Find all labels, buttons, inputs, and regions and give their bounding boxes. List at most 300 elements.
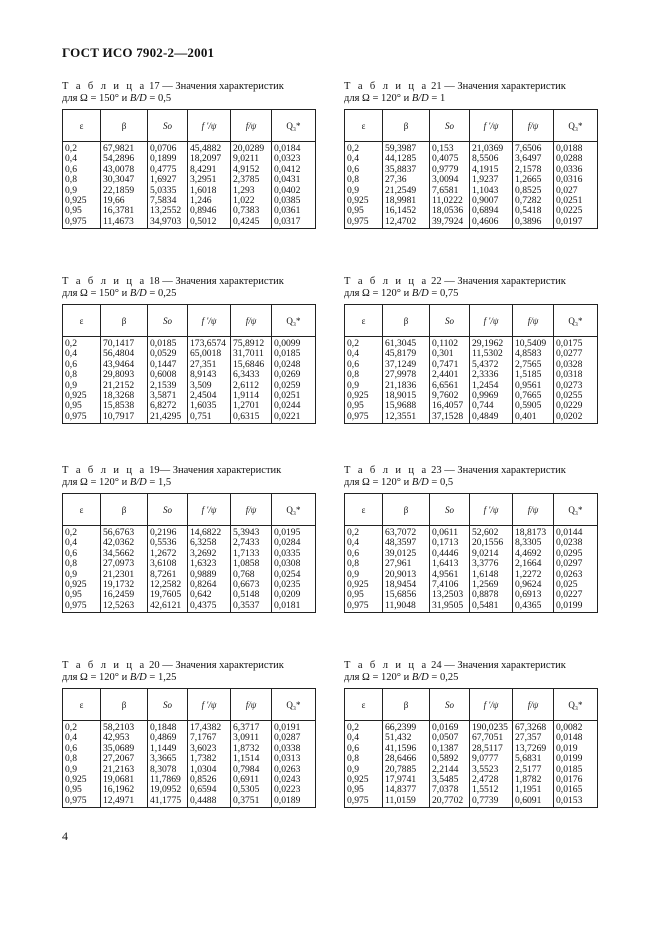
- table-row: [345, 175, 598, 185]
- omega-value: 120°: [381, 93, 401, 104]
- table-cell: 7,6506: [513, 142, 554, 155]
- column-header: f ′/ψ: [470, 689, 513, 721]
- table-cell: 0,5305: [231, 785, 272, 795]
- table-number: 21: [431, 81, 442, 92]
- table-body: [345, 142, 598, 229]
- table-cell: 0,3751: [231, 796, 272, 808]
- caption-line-condition: [344, 288, 597, 300]
- table-cell: 21,2549: [383, 186, 430, 196]
- table-cell: 0,0338: [272, 744, 316, 754]
- table-cell: 0,3537: [231, 601, 272, 613]
- table-cell: 18,9981: [383, 196, 430, 206]
- table-cell: 0,975: [345, 412, 383, 424]
- table-cell: 20,7885: [383, 765, 430, 775]
- table-number: 23: [431, 465, 442, 476]
- table-cell: 41,1775: [148, 796, 188, 808]
- caption-line-title: [344, 276, 597, 288]
- column-header: f/ψ: [513, 689, 554, 721]
- table-cell: 6,8272: [148, 401, 188, 411]
- table-cell: 0,4446: [430, 549, 470, 559]
- caption-dash: —: [159, 276, 176, 287]
- table-cell: 27,2067: [101, 754, 148, 764]
- table-cell: 0,0244: [272, 401, 316, 411]
- table-block: [62, 276, 315, 424]
- omega-value: 120°: [381, 477, 401, 488]
- table-cell: 1,9237: [470, 175, 513, 185]
- table-cell: 1,6323: [188, 559, 231, 569]
- table-cell: 8,7261: [148, 570, 188, 580]
- table-cell: 13,7269: [513, 744, 554, 754]
- column-header: ε: [345, 689, 383, 721]
- table-row: [63, 559, 316, 569]
- table-cell: 17,4382: [188, 721, 231, 734]
- table-cell: 0,0263: [554, 570, 598, 580]
- table-cell: 4,9561: [430, 570, 470, 580]
- table-cell: 18,0536: [430, 206, 470, 216]
- table-row: [63, 401, 316, 411]
- table-cell: 1,5512: [470, 785, 513, 795]
- table-cell: 0,8: [63, 370, 101, 380]
- data-table: [62, 688, 316, 808]
- bd-symbol: B/D: [411, 288, 429, 299]
- column-header: So: [430, 494, 470, 526]
- table-head: [63, 305, 316, 337]
- table-row: [63, 526, 316, 539]
- table-cell: 19,0681: [101, 775, 148, 785]
- table-cell: 0,0175: [554, 337, 598, 350]
- table-row: [345, 217, 598, 229]
- table-cell: 1,8732: [231, 744, 272, 754]
- table-cell: 0,2: [345, 526, 383, 539]
- table-cell: 0,975: [63, 601, 101, 613]
- bd-symbol: B/D: [129, 477, 147, 488]
- table-row: [345, 360, 598, 370]
- table-number: 20: [149, 660, 160, 671]
- table-cell: 20,0289: [231, 142, 272, 155]
- table-cell: 0,8946: [188, 206, 231, 216]
- table-cell: 21,2152: [101, 381, 148, 391]
- column-header: f/ψ: [513, 110, 554, 142]
- table-cell: 0,975: [345, 601, 383, 613]
- table-cell: 4,4692: [513, 549, 554, 559]
- table-cell: 0,6315: [231, 412, 272, 424]
- table-cell: 0,5418: [513, 206, 554, 216]
- table-head: [345, 494, 598, 526]
- table-cell: 0,0277: [554, 349, 598, 359]
- table-cell: 2,4728: [470, 775, 513, 785]
- table-cell: 18,2097: [188, 154, 231, 164]
- table-cell: 0,0259: [272, 381, 316, 391]
- table-cell: 2,1539: [148, 381, 188, 391]
- table-cell: 67,7051: [470, 733, 513, 743]
- table-cell: 28,6466: [383, 754, 430, 764]
- table-cell: 1,7382: [188, 754, 231, 764]
- table-cell: 2,3785: [231, 175, 272, 185]
- table-row: [345, 549, 598, 559]
- table-cell: 3,0094: [430, 175, 470, 185]
- column-header: β: [383, 689, 430, 721]
- table-cell: 0,4: [345, 154, 383, 164]
- header-row: [345, 494, 598, 526]
- table-label: Т а б л и ц а: [344, 660, 429, 671]
- table-cell: 42,0362: [101, 538, 148, 548]
- table-caption: [62, 465, 315, 489]
- table-cell: 0,4: [63, 154, 101, 164]
- table-cell: 41,1596: [383, 744, 430, 754]
- table-cell: 0,9889: [188, 570, 231, 580]
- table-cell: 0,975: [345, 217, 383, 229]
- table-head: [345, 689, 598, 721]
- table-cell: 27,36: [383, 175, 430, 185]
- header-row: [63, 110, 316, 142]
- condition-and: и: [400, 288, 412, 299]
- table-cell: 17,9741: [383, 775, 430, 785]
- condition-and: и: [400, 93, 412, 104]
- table-cell: 0,8: [63, 175, 101, 185]
- caption-line-condition: [344, 672, 597, 684]
- table-cell: 6,3433: [231, 370, 272, 380]
- column-header: β: [101, 689, 148, 721]
- table-cell: 15,9688: [383, 401, 430, 411]
- table-cell: 0,4: [345, 733, 383, 743]
- column-header: β: [101, 305, 148, 337]
- table-cell: 0,0153: [554, 796, 598, 808]
- table-cell: 3,509: [188, 381, 231, 391]
- table-cell: 0,0099: [272, 337, 316, 350]
- table-cell: 0,744: [470, 401, 513, 411]
- table-cell: 70,1417: [101, 337, 148, 350]
- column-header: β: [383, 305, 430, 337]
- table-head: [63, 110, 316, 142]
- table-cell: 13,2552: [148, 206, 188, 216]
- table-cell: 27,9978: [383, 370, 430, 380]
- table-cell: 3,5871: [148, 391, 188, 401]
- table-row: [63, 337, 316, 350]
- table-cell: 34,9703: [148, 217, 188, 229]
- table-cell: 22,1859: [101, 186, 148, 196]
- table-cell: 0,2: [63, 721, 101, 734]
- table-cell: 0,0385: [272, 196, 316, 206]
- table-cell: 21,4295: [148, 412, 188, 424]
- table-cell: 0,8526: [188, 775, 231, 785]
- table-cell: 0,642: [188, 590, 231, 600]
- table-cell: 67,9821: [101, 142, 148, 155]
- table-title: Значения характеристик: [172, 465, 282, 476]
- table-cell: 4,9152: [231, 165, 272, 175]
- table-cell: 0,0431: [272, 175, 316, 185]
- table-row: [345, 142, 598, 155]
- header-row: [345, 689, 598, 721]
- column-header: Q₃*: [554, 689, 598, 721]
- column-header: f/ψ: [231, 305, 272, 337]
- table-cell: 0,0323: [272, 154, 316, 164]
- bd-value: 0,25: [157, 288, 177, 299]
- table-number: 24: [431, 660, 442, 671]
- column-header: So: [430, 110, 470, 142]
- table-head: [345, 305, 598, 337]
- table-cell: 44,1285: [383, 154, 430, 164]
- table-cell: 0,9: [345, 765, 383, 775]
- table-cell: 1,6035: [188, 401, 231, 411]
- table-cell: 0,9969: [470, 391, 513, 401]
- table-cell: 42,953: [101, 733, 148, 743]
- table-cell: 52,602: [470, 526, 513, 539]
- table-cell: 0,0328: [554, 360, 598, 370]
- table-cell: 0,975: [63, 217, 101, 229]
- column-header: ε: [63, 494, 101, 526]
- table-cell: 0,8: [345, 559, 383, 569]
- table-block: [344, 660, 597, 808]
- table-cell: 11,0222: [430, 196, 470, 206]
- table-cell: 0,8: [345, 370, 383, 380]
- table-cell: 0,8264: [188, 580, 231, 590]
- table-row: [63, 196, 316, 206]
- table-row: [63, 370, 316, 380]
- table-cell: 0,6008: [148, 370, 188, 380]
- table-head: [63, 494, 316, 526]
- caption-line-title: [62, 276, 315, 288]
- table-row: [345, 559, 598, 569]
- table-cell: 0,925: [345, 775, 383, 785]
- table-caption: [344, 276, 597, 300]
- column-header: f/ψ: [231, 110, 272, 142]
- table-cell: 20,7702: [430, 796, 470, 808]
- table-row: [63, 754, 316, 764]
- bd-value: 1,25: [157, 672, 177, 683]
- table-cell: 11,4673: [101, 217, 148, 229]
- table-cell: 0,4: [63, 538, 101, 548]
- table-row: [63, 785, 316, 795]
- table-cell: 0,5148: [231, 590, 272, 600]
- table-block: [62, 81, 315, 229]
- table-cell: 0,019: [554, 744, 598, 754]
- table-cell: 0,401: [513, 412, 554, 424]
- table-title: Значения характеристик: [457, 465, 566, 476]
- table-cell: 0,5892: [430, 754, 470, 764]
- condition-and: и: [400, 477, 412, 488]
- table-cell: 8,3305: [513, 538, 554, 548]
- table-cell: 8,4291: [188, 165, 231, 175]
- table-row: [345, 538, 598, 548]
- table-cell: 0,0248: [272, 360, 316, 370]
- column-header: So: [148, 110, 188, 142]
- table-cell: 10,7917: [101, 412, 148, 424]
- table-cell: 19,0952: [148, 785, 188, 795]
- table-cell: 0,0189: [272, 796, 316, 808]
- omega-value: 120°: [99, 672, 119, 683]
- table-cell: 3,5523: [470, 765, 513, 775]
- table-cell: 0,975: [63, 412, 101, 424]
- condition-equals: =: [146, 93, 158, 104]
- table-cell: 1,8782: [513, 775, 554, 785]
- omega-value: 120°: [99, 477, 119, 488]
- table-caption: [62, 81, 315, 105]
- table-cell: 0,0317: [272, 217, 316, 229]
- table-row: [63, 601, 316, 613]
- table-cell: 0,0144: [554, 526, 598, 539]
- table-cell: 0,7739: [470, 796, 513, 808]
- table-cell: 6,6561: [430, 381, 470, 391]
- table-cell: 0,925: [63, 391, 101, 401]
- table-cell: 30,3047: [101, 175, 148, 185]
- table-cell: 2,5177: [513, 765, 554, 775]
- column-header: ε: [345, 110, 383, 142]
- table-cell: 0,9: [63, 186, 101, 196]
- table-cell: 4,1915: [470, 165, 513, 175]
- table-cell: 1,2569: [470, 580, 513, 590]
- table-row: [345, 570, 598, 580]
- table-cell: 0,8: [63, 754, 101, 764]
- table-cell: 0,5905: [513, 401, 554, 411]
- column-header: β: [101, 110, 148, 142]
- table-cell: 1,7133: [231, 549, 272, 559]
- table-cell: 11,0159: [383, 796, 430, 808]
- table-row: [345, 391, 598, 401]
- table-row: [63, 721, 316, 734]
- table-cell: 0,6: [345, 165, 383, 175]
- caption-line-title: [344, 660, 597, 672]
- table-row: [345, 721, 598, 734]
- table-cell: 0,925: [63, 775, 101, 785]
- table-cell: 0,4245: [231, 217, 272, 229]
- table-cell: 0,027: [554, 186, 598, 196]
- column-header: So: [148, 689, 188, 721]
- bd-symbol: B/D: [411, 93, 429, 104]
- table-cell: 0,0195: [272, 526, 316, 539]
- table-row: [63, 175, 316, 185]
- table-cell: 0,0202: [554, 412, 598, 424]
- condition-prefix: для Ω =: [62, 93, 100, 104]
- table-label: Т а б л и ц а: [344, 465, 429, 476]
- omega-value: 120°: [381, 288, 401, 299]
- table-cell: 21,1836: [383, 381, 430, 391]
- table-cell: 27,0973: [101, 559, 148, 569]
- table-cell: 0,2: [345, 142, 383, 155]
- column-header: ε: [63, 689, 101, 721]
- condition-equals: =: [428, 288, 440, 299]
- table-row: [345, 370, 598, 380]
- table-cell: 0,0295: [554, 549, 598, 559]
- bd-value: 1: [439, 93, 446, 104]
- column-header: ε: [345, 494, 383, 526]
- table-row: [63, 549, 316, 559]
- table-cell: 56,4804: [101, 349, 148, 359]
- table-cell: 75,8912: [231, 337, 272, 350]
- table-number: 18: [149, 276, 160, 287]
- table-body: [345, 721, 598, 808]
- table-cell: 0,0273: [554, 381, 598, 391]
- table-cell: 0,4: [345, 349, 383, 359]
- condition-and: и: [400, 672, 412, 683]
- table-cell: 21,0369: [470, 142, 513, 155]
- condition-equals: =: [146, 477, 158, 488]
- table-row: [345, 601, 598, 613]
- table-cell: 8,9143: [188, 370, 231, 380]
- table-cell: 56,6763: [101, 526, 148, 539]
- table-cell: 20,1556: [470, 538, 513, 548]
- table-cell: 0,0269: [272, 370, 316, 380]
- table-cell: 0,5536: [148, 538, 188, 548]
- table-cell: 0,0308: [272, 559, 316, 569]
- table-row: [345, 590, 598, 600]
- column-header: f/ψ: [513, 305, 554, 337]
- table-cell: 66,2399: [383, 721, 430, 734]
- table-cell: 59,3987: [383, 142, 430, 155]
- table-cell: 10,5409: [513, 337, 554, 350]
- table-cell: 0,0235: [272, 580, 316, 590]
- table-row: [63, 412, 316, 424]
- table-cell: 0,6913: [513, 590, 554, 600]
- caption-line-condition: [62, 477, 315, 489]
- column-header: Q₃*: [554, 494, 598, 526]
- table-cell: 0,0706: [148, 142, 188, 155]
- table-cell: 0,8: [345, 175, 383, 185]
- table-row: [345, 186, 598, 196]
- table-row: [345, 580, 598, 590]
- table-row: [63, 206, 316, 216]
- condition-equals: =: [428, 93, 440, 104]
- table-cell: 39,7924: [430, 217, 470, 229]
- table-cell: 0,9: [345, 381, 383, 391]
- table-cell: 5,6831: [513, 754, 554, 764]
- table-cell: 0,0148: [554, 733, 598, 743]
- table-block: [344, 81, 597, 229]
- table-cell: 0,6: [63, 360, 101, 370]
- table-cell: 3,2692: [188, 549, 231, 559]
- table-cell: 0,0184: [272, 142, 316, 155]
- bd-value: 0,25: [439, 672, 459, 683]
- condition-equals: =: [428, 477, 440, 488]
- table-number: 19: [149, 465, 160, 476]
- table-cell: 0,2: [63, 526, 101, 539]
- table-cell: 5,4372: [470, 360, 513, 370]
- table-cell: 0,95: [345, 206, 383, 216]
- table-cell: 0,4488: [188, 796, 231, 808]
- condition-and: и: [118, 477, 130, 488]
- table-cell: 1,6413: [430, 559, 470, 569]
- table-cell: 18,9454: [383, 580, 430, 590]
- column-header: f ′/ψ: [470, 494, 513, 526]
- table-cell: 21,2301: [101, 570, 148, 580]
- table-cell: 6,3717: [231, 721, 272, 734]
- table-cell: 0,4849: [470, 412, 513, 424]
- table-cell: 190,0235: [470, 721, 513, 734]
- table-cell: 0,95: [63, 401, 101, 411]
- table-cell: 7,0378: [430, 785, 470, 795]
- table-cell: 19,66: [101, 196, 148, 206]
- table-cell: 0,5012: [188, 217, 231, 229]
- table-row: [345, 785, 598, 795]
- table-cell: 0,9624: [513, 580, 554, 590]
- table-cell: 0,1387: [430, 744, 470, 754]
- table-cell: 8,3078: [148, 765, 188, 775]
- table-row: [345, 796, 598, 808]
- table-cell: 0,6: [63, 744, 101, 754]
- table-label: Т а б л и ц а: [344, 276, 429, 287]
- table-cell: 0,95: [63, 206, 101, 216]
- header-row: [63, 494, 316, 526]
- document-header: ГОСТ ИСО 7902-2—2001: [62, 45, 215, 60]
- table-cell: 14,8377: [383, 785, 430, 795]
- table-cell: 0,95: [345, 401, 383, 411]
- caption-line-title: [62, 465, 315, 477]
- table-cell: 13,2503: [430, 590, 470, 600]
- table-cell: 0,9: [63, 570, 101, 580]
- table-cell: 0,6091: [513, 796, 554, 808]
- condition-prefix: для Ω =: [344, 93, 382, 104]
- table-cell: 0,0185: [554, 765, 598, 775]
- table-title: Значения характеристик: [175, 81, 284, 92]
